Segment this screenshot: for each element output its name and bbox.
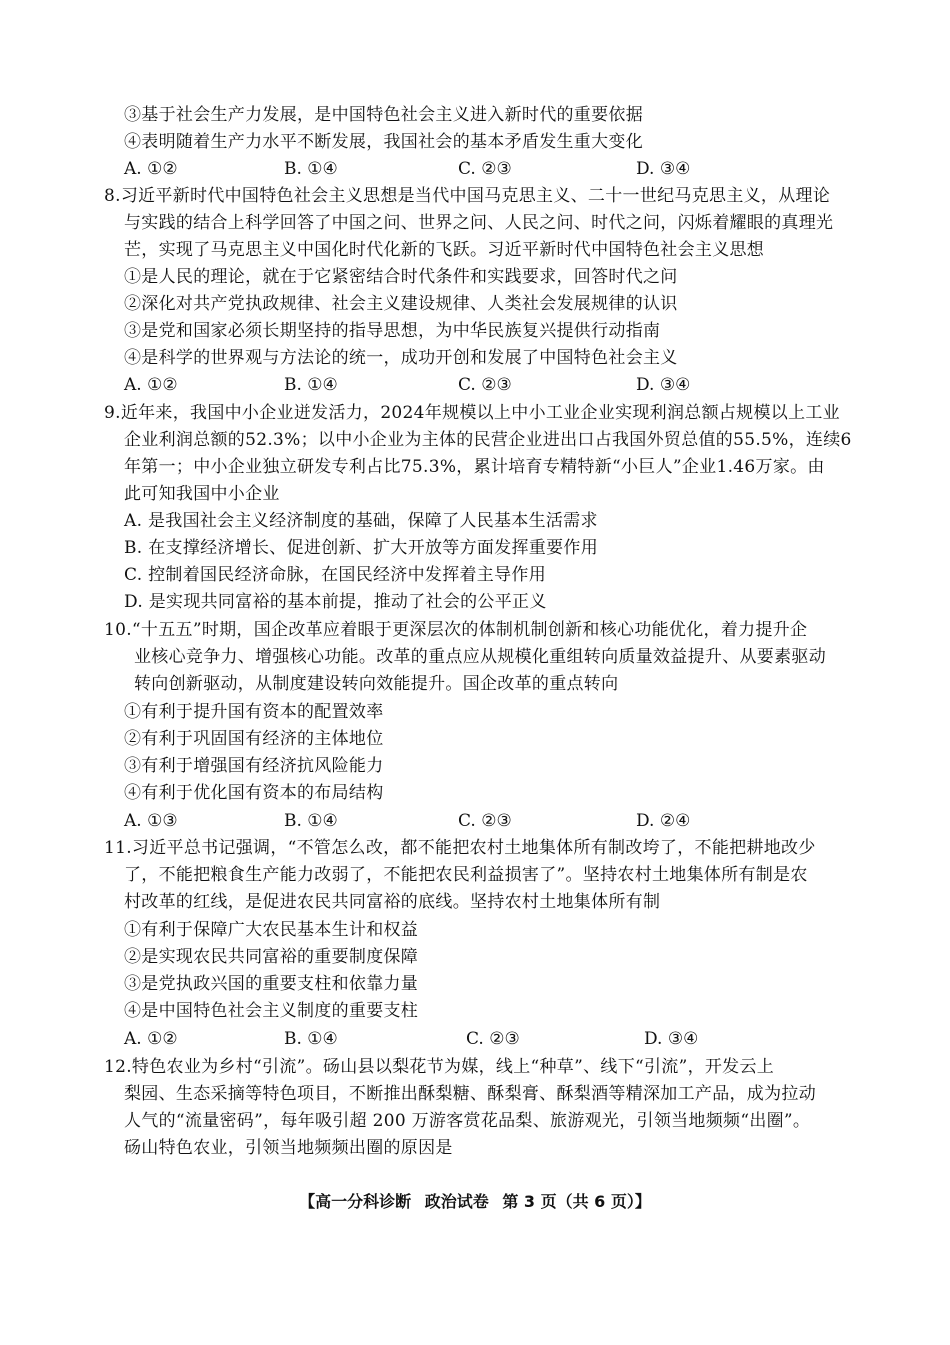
footer-title: 【高一分科诊断 — [299, 1192, 412, 1211]
q8-option-c: C. ②③ — [458, 375, 512, 395]
q11-option-b: B. ①④ — [284, 1029, 338, 1049]
q10-item-4: ④有利于优化国有资本的布局结构 — [124, 783, 384, 803]
q7-option-c: C. ②③ — [458, 159, 512, 179]
q9-stem-line-2: 企业利润总额的52.3%；以中小企业为主体的民营企业进出口占我国外贸总值的55.5%，连续6 — [124, 430, 852, 450]
q12-stem-line-3: 人气的“流量密码”，每年吸引超 200 万游客赏花品梨、旅游观光，引领当地频频“出圈”。 — [124, 1111, 811, 1131]
q8-item-1: ①是人民的理论，就在于它紧密结合时代条件和实践要求，回答时代之问 — [124, 267, 678, 287]
q8-option-a: A. ①② — [124, 375, 178, 395]
q9-stem-line-3: 年第一；中小企业独立研发专利占比75.3%，累计培育专精特新“小巨人”企业1.46万家。由 — [124, 457, 825, 477]
q11-option-c: C. ②③ — [466, 1029, 520, 1049]
page-footer — [0, 1190, 950, 1214]
q10-stem-line-1: 10.“十五五”时期，国企改革应着眼于更深层次的体制机制创新和核心功能优化，着力提升企 — [104, 620, 808, 640]
q9-option-b: B. 在支撑经济增长、促进创新、扩大开放等方面发挥重要作用 — [124, 538, 598, 558]
q11-stem-line-3: 村改革的红线，是促进农民共同富裕的底线。坚持农村土地集体所有制 — [124, 892, 661, 912]
q8-option-d: D. ③④ — [636, 375, 691, 395]
q11-item-2: ②是实现农民共同富裕的重要制度保障 — [124, 947, 419, 967]
q10-item-1: ①有利于提升国有资本的配置效率 — [124, 702, 384, 722]
q7-item-4: ④表明随着生产力水平不断发展，我国社会的基本矛盾发生重大变化 — [124, 132, 643, 152]
q12-stem-line-2: 梨园、生态采摘等特色项目，不断推出酥梨糖、酥梨膏、酥梨酒等精深加工产品，成为拉动 — [124, 1084, 816, 1104]
q9-option-d: D. 是实现共同富裕的基本前提，推动了社会的公平正义 — [124, 592, 547, 612]
q10-item-2: ②有利于巩固国有经济的主体地位 — [124, 729, 384, 749]
q10-option-c: C. ②③ — [458, 811, 512, 831]
q8-stem-line-2: 与实践的结合上科学回答了中国之问、世界之问、人民之问、时代之问，闪烁着耀眼的真理光 — [124, 213, 834, 233]
q8-stem-line-1: 8.习近平新时代中国特色社会主义思想是当代中国马克思主义、二十一世纪马克思主义，从理论 — [104, 186, 831, 206]
q10-stem-line-2: 业核心竞争力、增强核心功能。改革的重点应从规模化重组转向质量效益提升、从要素驱动 — [134, 647, 826, 667]
footer-subject: 政治试卷 — [424, 1192, 489, 1211]
q11-option-a: A. ①② — [124, 1029, 178, 1049]
q7-option-a: A. ①② — [124, 159, 178, 179]
q11-stem-line-2: 了，不能把粮食生产能力改弱了，不能把农民利益损害了”。坚持农村土地集体所有制是农 — [124, 865, 808, 885]
q10-option-b: B. ①④ — [284, 811, 338, 831]
q12-stem-line-4: 砀山特色农业，引领当地频频出圈的原因是 — [124, 1138, 453, 1158]
q11-item-3: ③是党执政兴国的重要支柱和依靠力量 — [124, 974, 419, 994]
q10-stem-line-3: 转向创新驱动，从制度建设转向效能提升。国企改革的重点转向 — [134, 674, 619, 694]
q8-stem-line-3: 芒，实现了马克思主义中国化时代化新的飞跃。习近平新时代中国特色社会主义思想 — [124, 240, 765, 260]
q11-stem-line-1: 11.习近平总书记强调，“不管怎么改，都不能把农村土地集体所有制改垮了，不能把耕地改少 — [104, 838, 816, 858]
q9-stem-line-4: 此可知我国中小企业 — [124, 484, 280, 504]
q11-item-1: ①有利于保障广大农民基本生计和权益 — [124, 920, 419, 940]
q9-option-c: C. 控制着国民经济命脉，在国民经济中发挥着主导作用 — [124, 565, 547, 585]
q7-option-d: D. ③④ — [636, 159, 691, 179]
q8-item-2: ②深化对共产党执政规律、社会主义建设规律、人类社会发展规律的认识 — [124, 294, 678, 314]
q7-item-3: ③基于社会生产力发展，是中国特色社会主义进入新时代的重要依据 — [124, 105, 643, 125]
q10-option-d: D. ②④ — [636, 811, 691, 831]
q9-stem-line-1: 9.近年来，我国中小企业迸发活力，2024年规模以上中小工业企业实现利润总额占规模以上工业 — [104, 403, 840, 423]
q9-option-a: A. 是我国社会主义经济制度的基础，保障了人民基本生活需求 — [124, 511, 598, 531]
q8-option-b: B. ①④ — [284, 375, 338, 395]
q10-option-a: A. ①③ — [124, 811, 178, 831]
q12-stem-line-1: 12.特色农业为乡村“引流”。砀山县以梨花节为媒，线上“种草”、线下“引流”，开发云上 — [104, 1057, 775, 1077]
q10-item-3: ③有利于增强国有经济抗风险能力 — [124, 756, 384, 776]
q11-option-d: D. ③④ — [644, 1029, 699, 1049]
q11-item-4: ④是中国特色社会主义制度的重要支柱 — [124, 1001, 419, 1021]
q8-item-3: ③是党和国家必须长期坚持的指导思想，为中华民族复兴提供行动指南 — [124, 321, 661, 341]
q7-option-b: B. ①④ — [284, 159, 338, 179]
footer-page-number: 第 3 页（共 6 页）】 — [502, 1192, 651, 1211]
q8-item-4: ④是科学的世界观与方法论的统一，成功开创和发展了中国特色社会主义 — [124, 348, 678, 368]
